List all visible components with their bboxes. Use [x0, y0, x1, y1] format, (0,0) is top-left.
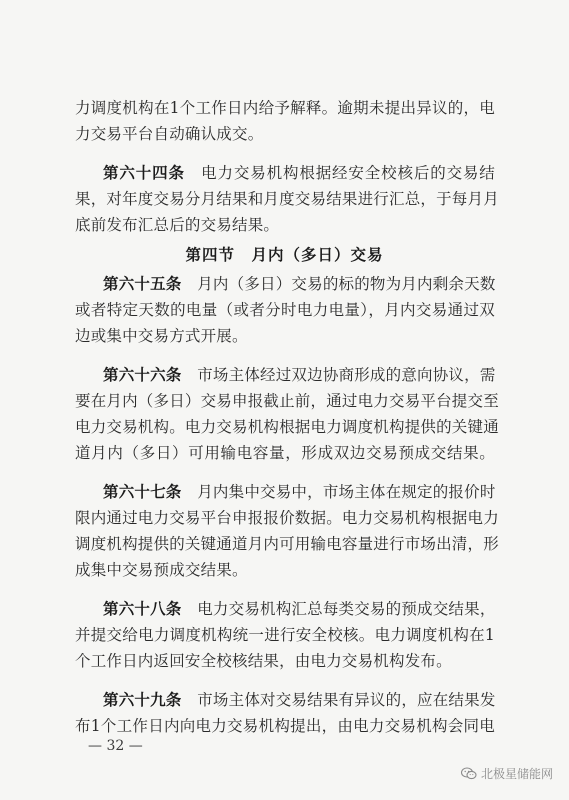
line-text: 调度机构提供的关键通道月内可用输电容量进行市场出清，形: [75, 535, 499, 553]
article-first-line: [103, 274, 495, 294]
article-number: 第六十五条: [103, 274, 182, 293]
text-line: [75, 215, 495, 235]
line-text: 市场主体对交易结果有异议的，应在结果发: [181, 691, 496, 709]
article-number: 第六十四条: [103, 163, 185, 182]
line-text: 并提交给电力调度机构统一进行安全校核。电力调度机构在1: [75, 626, 495, 644]
text-line: [75, 326, 495, 346]
line-text: 个工作日内返回安全校核结果，由电力交易机构发布。: [75, 652, 452, 670]
text-line: [75, 443, 495, 463]
line-text: 力交易平台自动确认成交。: [75, 125, 264, 143]
line-text: 月内（多日）交易的标的物为月内剩余天数: [181, 275, 496, 293]
line-text: 要在月内（多日）交易申报截止前，通过电力交易平台提交至: [75, 392, 499, 410]
line-text: 电力交易机构汇总每类交易的预成交结果，: [181, 600, 496, 618]
text-line: [75, 124, 495, 144]
wechat-icon: [461, 767, 477, 780]
article-number: 第六十八条: [103, 599, 182, 618]
section-heading: 第四节 月内（多日）交易: [185, 245, 384, 264]
line-text: 限内通过电力交易平台申报报价数据。电力交易机构根据电力: [75, 509, 499, 527]
text-line: [75, 560, 495, 580]
article-number: 第六十六条: [103, 365, 182, 384]
line-text: 力调度机构在1个工作日内给予解释。逾期未提出异议的，电: [75, 99, 495, 117]
line-text: 成集中交易预成交结果。: [75, 561, 248, 579]
line-text: 布1个工作日内向电力交易机构提出，由电力交易机构会同电: [75, 717, 495, 735]
text-line: [75, 716, 495, 736]
watermark: [461, 765, 553, 782]
text-line: [75, 391, 499, 411]
text-line: [75, 651, 495, 671]
text-line: [75, 508, 499, 528]
line-text: 道月内（多日）可用输电容量，形成双边交易预成交结果。: [75, 444, 495, 462]
article-first-line: [103, 163, 495, 183]
line-text: 底前发布汇总后的交易结果。: [75, 216, 280, 234]
line-text: 边或集中交易方式开展。: [75, 327, 248, 345]
line-text: 市场主体经过双边协商形成的意向协议，需: [181, 366, 496, 384]
text-line: [75, 98, 495, 118]
watermark-text: 北极星储能网: [480, 767, 553, 781]
text-line: [75, 189, 499, 209]
line-text: 月内集中交易中，市场主体在规定的报价时: [181, 483, 496, 501]
text-line: [75, 534, 499, 554]
text-line: [75, 417, 499, 437]
article-first-line: [103, 599, 495, 619]
article-number: 第六十七条: [103, 482, 182, 501]
article-number: 第六十九条: [103, 690, 182, 709]
article-first-line: [103, 690, 495, 710]
line-text: 电力交易机构。电力交易机构根据电力调度机构提供的关键通: [75, 418, 499, 436]
article-first-line: [103, 365, 495, 385]
page-number: — 32 —: [88, 738, 143, 754]
line-text: 果，对年度交易分月结果和月度交易结果进行汇总，于每月月: [75, 190, 499, 208]
line-text: 或者特定天数的电量（或者分时电力电量），月内交易通过双: [75, 301, 495, 319]
text-line: [75, 625, 495, 645]
line-text: 电力交易机构根据经安全校核后的交易结: [184, 164, 495, 182]
text-line: [75, 300, 495, 320]
article-first-line: [103, 482, 495, 502]
